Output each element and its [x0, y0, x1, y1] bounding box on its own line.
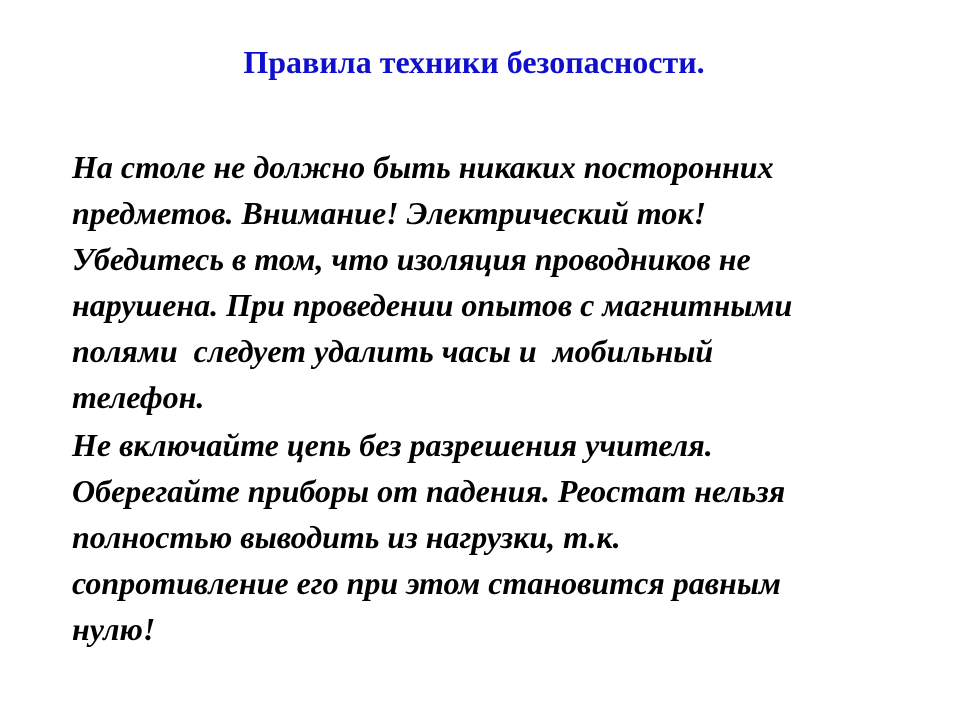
text-line: полностью выводить из нагрузки, т.к. — [72, 519, 621, 555]
text-line: нарушена. При проведении опытов с магнитными — [72, 287, 793, 323]
text-line: полями следует удалить часы и мобильный — [72, 333, 714, 369]
rules-paragraph-1 — [72, 144, 932, 420]
text-line: На столе не должно быть никаких посторонних — [72, 149, 774, 185]
text-line: предметов. Внимание! Электрический ток! — [72, 195, 707, 231]
text-line: Не включайте цепь без разрешения учителя. — [72, 427, 713, 463]
text-line: Убедитесь в том, что изоляция проводников не — [72, 241, 751, 277]
rules-paragraph-2 — [72, 422, 932, 652]
text-line: нулю! — [72, 611, 156, 647]
safety-rules-text — [72, 144, 932, 652]
text-line: сопротивление его при этом становится равным — [72, 565, 781, 601]
text-line: Оберегайте приборы от падения. Реостат нельзя — [72, 473, 786, 509]
slide-title: Правила техники безопасности. — [243, 44, 705, 80]
text-line: телефон. — [72, 379, 205, 415]
